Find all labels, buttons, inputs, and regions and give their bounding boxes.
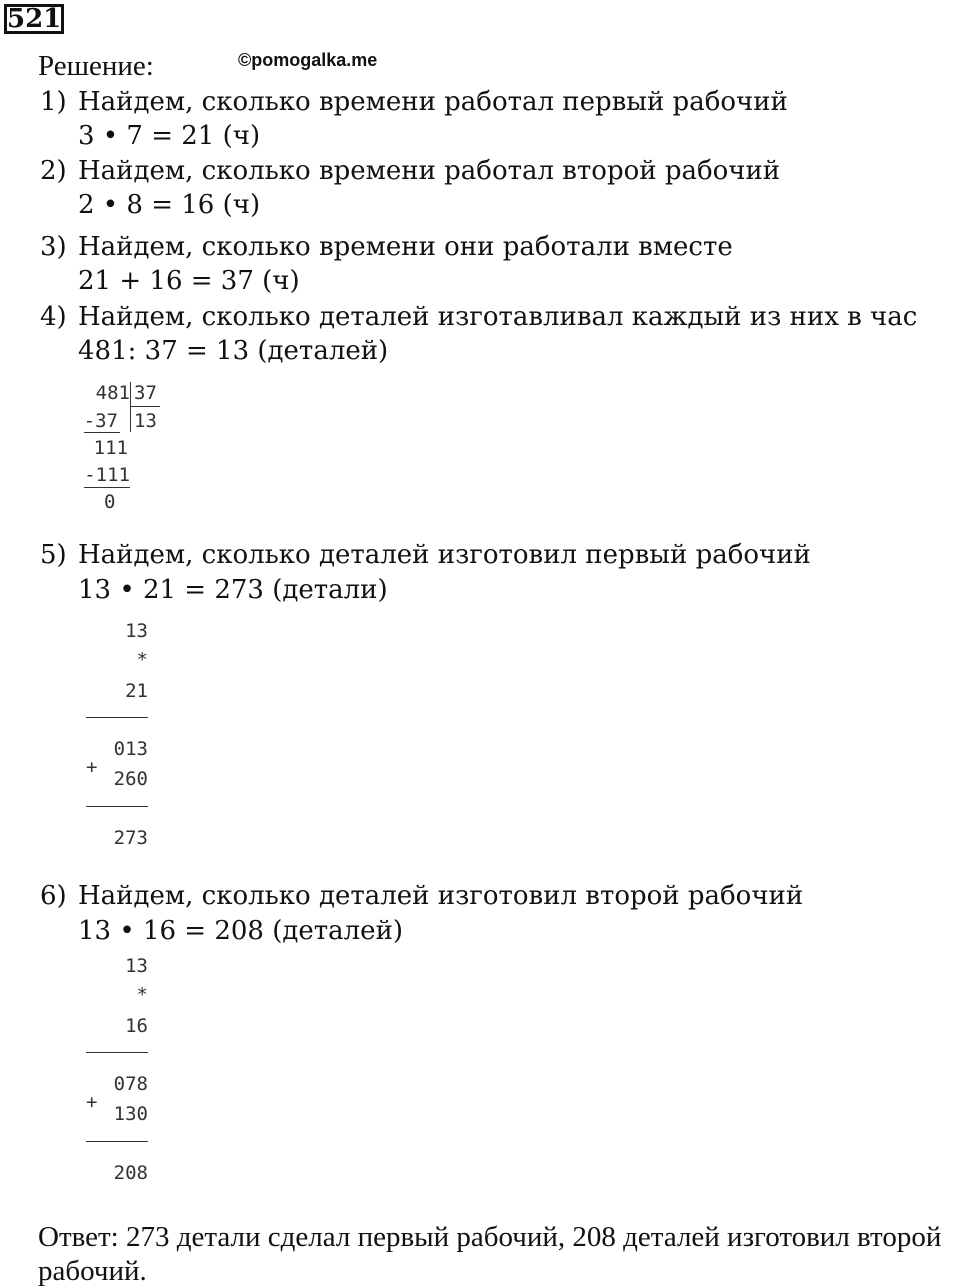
factor-a: 13 (125, 955, 148, 977)
factor-a: 13 (125, 620, 148, 642)
remainder-1: 111 (93, 437, 128, 459)
step-4-text: Найдем, сколько деталей изготавливал каждый из них в час (78, 302, 918, 332)
subtrahend-1-underline (84, 432, 120, 433)
step-6-index: 6) (40, 881, 67, 911)
multiply-sign: * (136, 984, 148, 1006)
step-3-text: Найдем, сколько времени они работали вместе (78, 232, 733, 262)
partial-product-1: 013 (113, 738, 148, 760)
solution-heading: Решение: (38, 50, 154, 82)
step-3-calc: 21 + 16 = 37 (ч) (78, 266, 300, 296)
remainder-2: 0 (104, 491, 116, 513)
step-2-text: Найдем, сколько времени работал второй рабочий (78, 156, 781, 186)
product-line (86, 1052, 148, 1053)
dividend: 481 (95, 382, 130, 404)
step-4-index: 4) (40, 302, 67, 332)
division-vertical-line (130, 382, 131, 432)
product-line (86, 717, 148, 718)
step-1-text: Найдем, сколько времени работал первый рабочий (78, 87, 788, 117)
step-4-calc: 481: 37 = 13 (деталей) (78, 336, 389, 366)
step-1-calc: 3 • 7 = 21 (ч) (78, 121, 261, 151)
partial-product-2: 260 (113, 768, 148, 790)
subtrahend-2: -111 (84, 464, 130, 486)
step-5-text: Найдем, сколько деталей изготовил первый рабочий (78, 540, 811, 570)
step-5-index: 5) (40, 540, 67, 570)
sum-line (86, 1141, 148, 1142)
product-result: 273 (113, 827, 148, 849)
problem-number: 521 (4, 4, 64, 34)
step-2-index: 2) (40, 156, 67, 186)
quotient: 13 (134, 410, 157, 432)
multiply-sign: * (136, 649, 148, 671)
plus-sign: + (86, 756, 98, 778)
product-result: 208 (113, 1162, 148, 1184)
divisor: 37 (134, 382, 157, 404)
step-6-text: Найдем, сколько деталей изготовил второй рабочий (78, 881, 804, 911)
subtrahend-1: -37 (83, 410, 118, 432)
site-credit: ©pomogalka.me (238, 50, 378, 70)
partial-product-1: 078 (113, 1073, 148, 1095)
step-2-calc: 2 • 8 = 16 (ч) (78, 190, 261, 220)
step-1-index: 1) (40, 87, 67, 117)
factor-b: 21 (125, 680, 148, 702)
step-5-calc: 13 • 21 = 273 (детали) (78, 575, 388, 605)
partial-product-2: 130 (113, 1103, 148, 1125)
answer-text: Ответ: 273 детали сделал первый рабочий, 208 деталей изготовил второй рабочий. (38, 1221, 942, 1287)
step-3-index: 3) (40, 232, 67, 262)
plus-sign: + (86, 1091, 98, 1113)
step-6-calc: 13 • 16 = 208 (деталей) (78, 916, 404, 946)
subtrahend-2-underline (84, 487, 130, 488)
sum-line (86, 806, 148, 807)
divisor-underline (130, 406, 160, 407)
factor-b: 16 (125, 1015, 148, 1037)
